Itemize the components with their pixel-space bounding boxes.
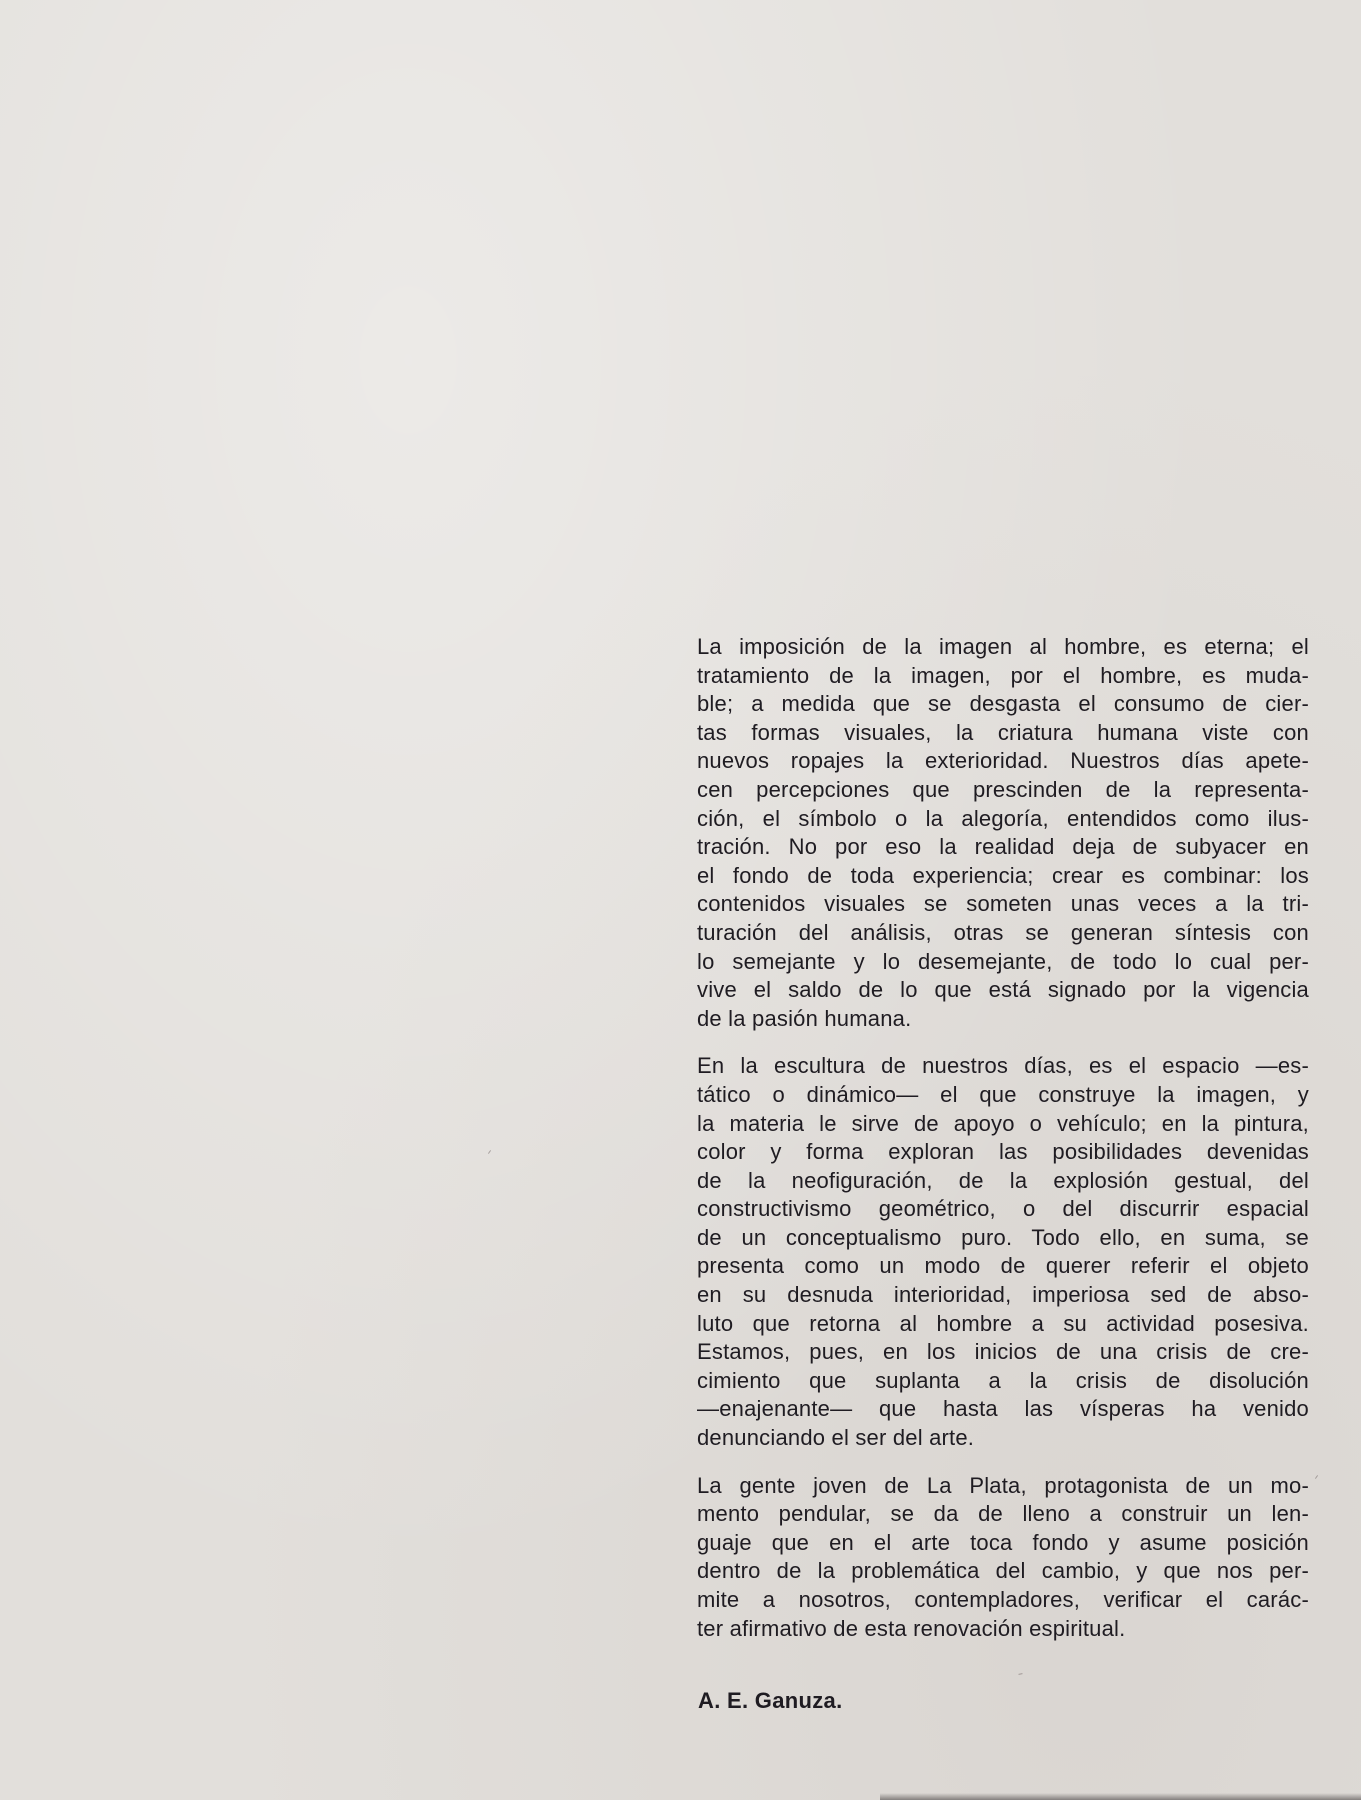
text-line: turación del análisis, otras se generan síntesis con (697, 919, 1309, 945)
paragraph-3 (697, 1472, 1309, 1644)
text-line: ble; a medida que se desgasta el consumo de cier- (697, 691, 1309, 717)
paper-speck (1315, 1475, 1318, 1479)
text-line: vive el saldo de lo que está signado por la vigencia (697, 977, 1309, 1003)
text-line: tratamiento de la imagen, por el hombre, es muda- (697, 662, 1309, 688)
text-line: cimiento que suplanta a la crisis de disolución (697, 1367, 1309, 1393)
text-line: —enajenante— que hasta las vísperas ha venido (697, 1396, 1309, 1422)
text-line: denunciando el ser del arte. (697, 1425, 975, 1451)
text-line: nuevos ropajes la exterioridad. Nuestros días apete- (697, 748, 1309, 774)
text-line: tas formas visuales, la criatura humana viste con (697, 719, 1309, 745)
text-line: guaje que en el arte toca fondo y asume posición (697, 1529, 1309, 1555)
paper-speck (488, 1150, 491, 1154)
article-text (697, 633, 1309, 1662)
text-line: contenidos visuales se someten unas veces a la tri- (697, 891, 1309, 917)
text-line: presenta como un modo de querer referir el objeto (697, 1253, 1309, 1279)
text-line: mento pendular, se da de lleno a construir un len- (697, 1501, 1309, 1527)
text-line: ter afirmativo de esta renovación espiritual. (697, 1615, 1126, 1641)
text-line: En la escultura de nuestros días, es el espacio —es- (697, 1053, 1309, 1079)
text-line: color y forma exploran las posibilidades devenidas (697, 1139, 1309, 1165)
text-line: dentro de la problemática del cambio, y que nos per- (697, 1558, 1309, 1584)
text-line: de la neofiguración, de la explosión gestual, del (697, 1167, 1309, 1193)
author-signature: A. E. Ganuza. (698, 1688, 843, 1713)
text-line: constructivismo geométrico, o del discurrir espacial (697, 1196, 1309, 1222)
text-line: el fondo de toda experiencia; crear es combinar: los (697, 862, 1309, 888)
text-line: de la pasión humana. (697, 1005, 912, 1031)
text-line: la materia le sirve de apoyo o vehículo; en la pintura, (697, 1110, 1309, 1136)
paper-speck (1018, 1673, 1022, 1675)
text-line: en su desnuda interioridad, imperiosa sed de abso- (697, 1282, 1309, 1308)
text-line: tático o dinámico— el que construye la imagen, y (697, 1081, 1309, 1107)
paragraph-2 (697, 1052, 1309, 1452)
text-line: de un conceptualismo puro. Todo ello, en suma, se (697, 1224, 1309, 1250)
paragraph-1 (697, 633, 1309, 1033)
text-line: mite a nosotros, contempladores, verificar el carác- (697, 1587, 1309, 1612)
text-line: cen percepciones que prescinden de la representa- (697, 776, 1309, 802)
text-line: Estamos, pues, en los inicios de una crisis de cre- (697, 1339, 1309, 1365)
page-bottom-shadow (880, 1793, 1361, 1800)
text-line: luto que retorna al hombre a su actividad posesiva. (697, 1310, 1309, 1336)
text-line: La gente joven de La Plata, protagonista de un mo- (697, 1472, 1309, 1498)
text-line: ción, el símbolo o la alegoría, entendidos como ilus- (697, 805, 1309, 831)
text-line: lo semejante y lo desemejante, de todo lo cual per- (697, 948, 1309, 974)
text-line: La imposición de la imagen al hombre, es eterna; el (697, 634, 1309, 659)
text-line: tración. No por eso la realidad deja de subyacer en (697, 834, 1309, 860)
